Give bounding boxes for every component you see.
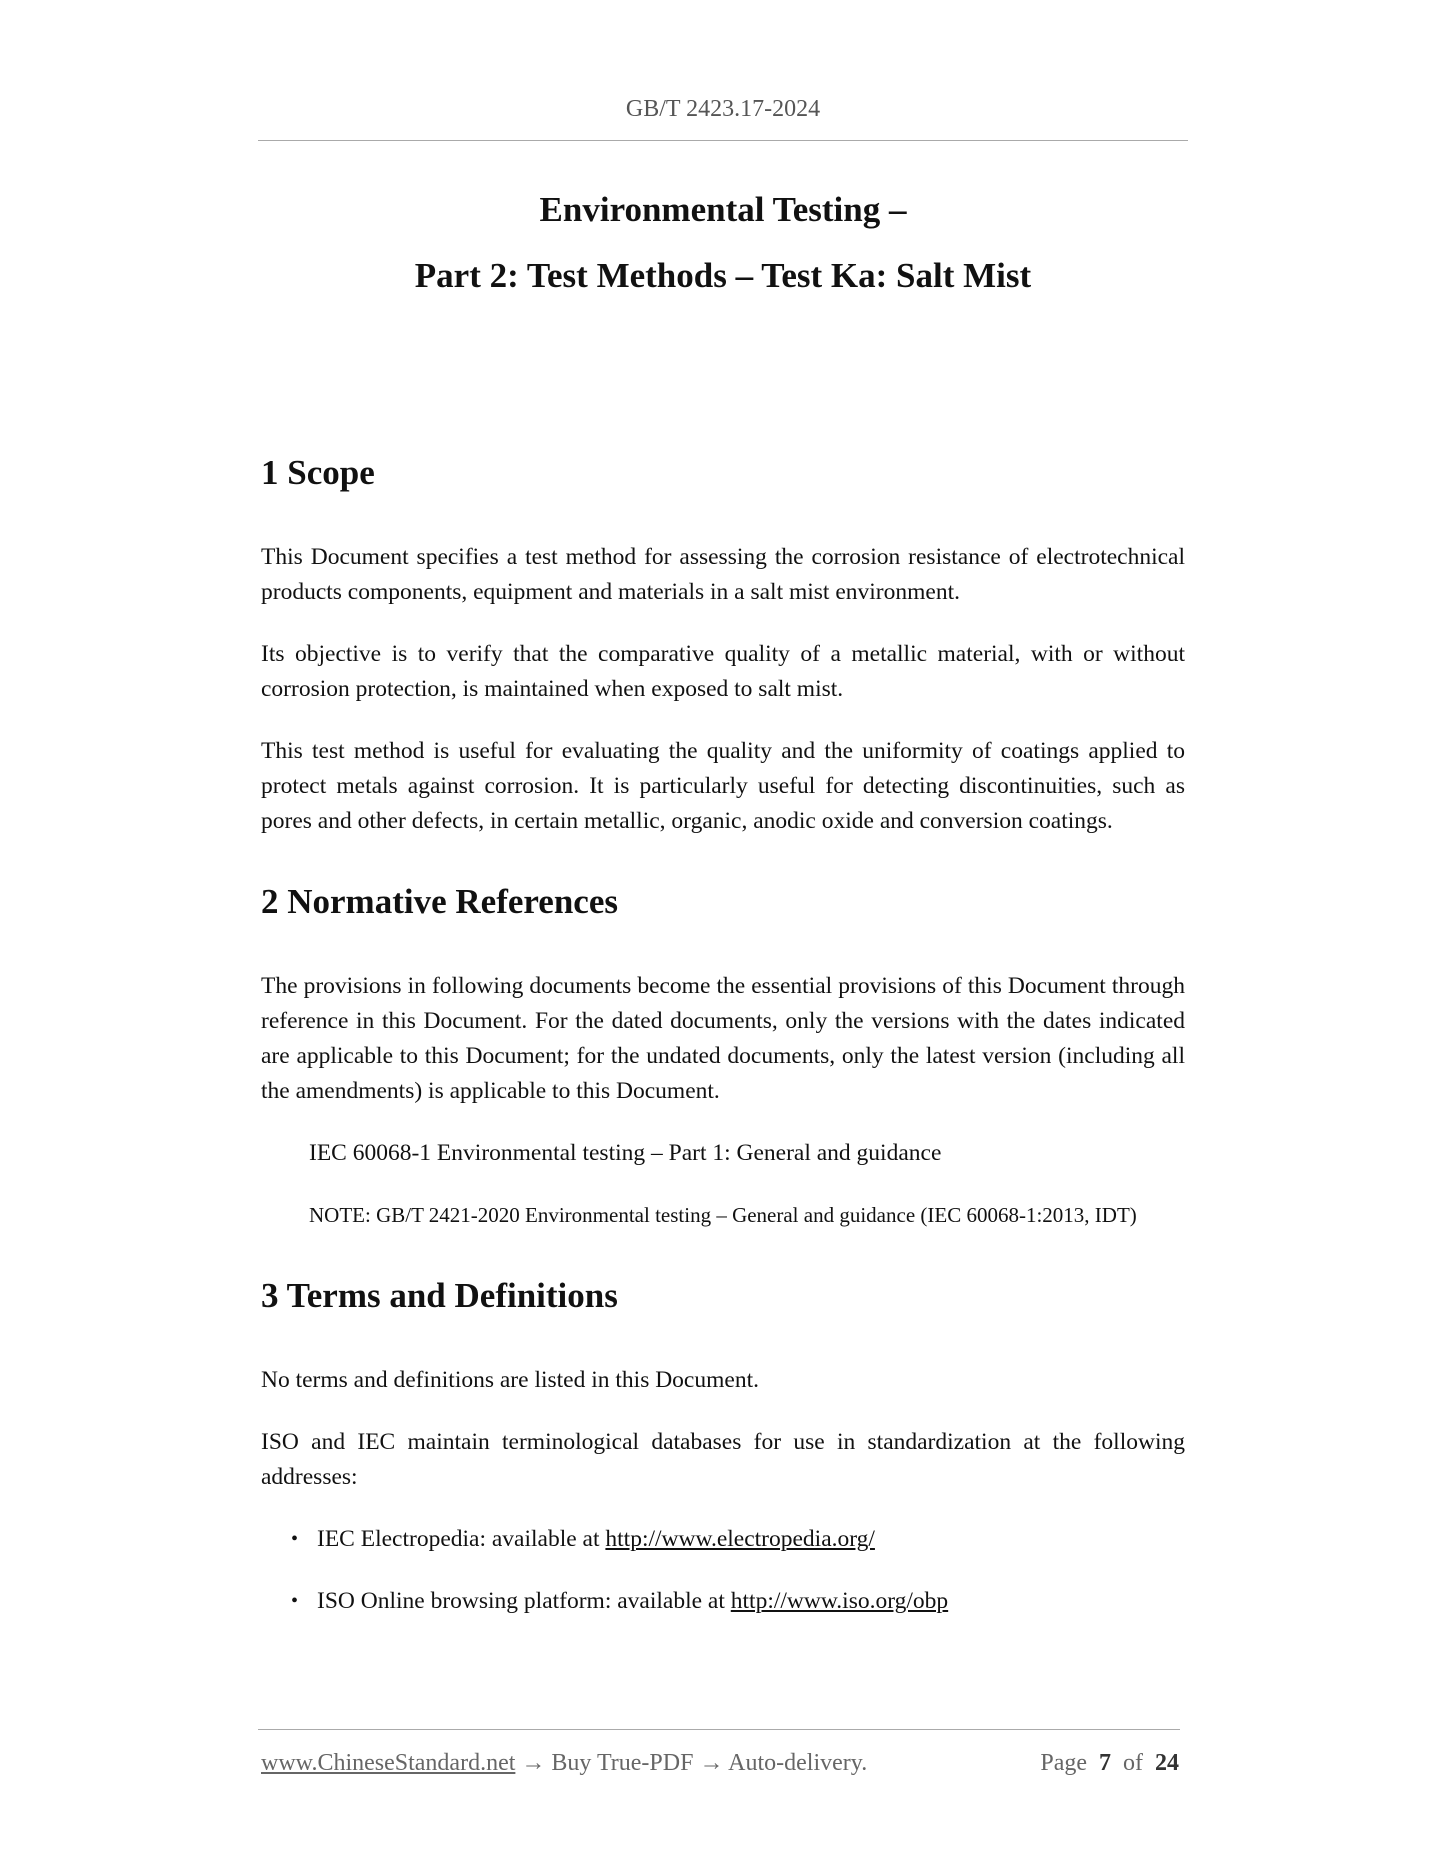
title-line-1: Environmental Testing – [539, 190, 907, 229]
bullet-icon: • [291, 1590, 299, 1612]
section-heading-scope: 1 Scope [261, 453, 375, 492]
title-line-2: Part 2: Test Methods – Test Ka: Salt Mist [414, 256, 1032, 295]
bullet-icon: • [291, 1528, 299, 1550]
electropedia-link[interactable]: http://www.electropedia.org/ [605, 1526, 875, 1552]
document-body [261, 452, 1185, 1619]
running-header: GB/T 2423.17-2024 [625, 96, 821, 122]
section-heading-normative-references: 2 Normative References [261, 882, 618, 921]
section-scope [261, 452, 1185, 839]
list-item [261, 1584, 1185, 1619]
iso-obp-link[interactable]: http://www.iso.org/obp [730, 1588, 949, 1614]
total-pages: 24 [1155, 1750, 1179, 1776]
list-item-text: IEC Electropedia: available at [317, 1526, 606, 1552]
footer-divider [258, 1729, 1180, 1730]
auto-delivery-text: Auto-delivery. [728, 1750, 868, 1776]
normative-reference-item: IEC 60068-1 Environmental testing – Part 1: General and guidance [309, 1140, 942, 1166]
footer-promo [261, 1750, 867, 1777]
site-link[interactable]: www.ChineseStandard.net [261, 1750, 516, 1776]
normative-note: NOTE: GB/T 2421-2020 Environmental testing – General and guidance (IEC 60068-1:2013, IDT) [309, 1203, 1137, 1227]
section-terms-definitions [261, 1275, 1185, 1619]
section-heading-terms-definitions: 3 Terms and Definitions [261, 1276, 618, 1315]
current-page: 7 [1099, 1750, 1111, 1776]
page-number [1040, 1750, 1179, 1777]
list-item [261, 1522, 1185, 1557]
terms-paragraph-2: ISO and IEC maintain terminological databases for use in standardization at the following addresses: [261, 1429, 1185, 1490]
document-title [258, 190, 1188, 296]
of-label: of [1123, 1750, 1143, 1776]
header-divider [258, 140, 1188, 141]
section-normative-references [261, 881, 1185, 1233]
scope-paragraph-2: Its objective is to verify that the comparative quality of a metallic material, with or without corrosion protection, is maintained when exposed to salt mist. [261, 641, 1185, 702]
page-label: Page [1040, 1750, 1087, 1776]
scope-paragraph-1: This Document specifies a test method for assessing the corrosion resistance of electrotechnical products components, equipment and materials in a salt mist environment. [261, 544, 1185, 605]
terminology-databases-list [261, 1522, 1185, 1619]
normative-paragraph: The provisions in following documents become the essential provisions of this Document through reference in this Document. For the dated documents, only the versions with the dates indicated are applicable to this Document; for the undated documents, only the latest version (including all the amendments) is applicable to this Document. [261, 973, 1185, 1104]
buy-pdf-text: Buy True-PDF [551, 1750, 694, 1776]
scope-paragraph-3: This test method is useful for evaluating the quality and the uniformity of coatings applied to protect metals against corrosion. It is particularly useful for detecting discontinuities, such as pores and other defects, in certain metallic, organic, anodic oxide and conversion coatings. [261, 738, 1185, 834]
arrow-right-icon: → [521, 1750, 546, 1776]
terms-paragraph-1: No terms and definitions are listed in this Document. [261, 1367, 759, 1393]
arrow-right-icon: → [699, 1750, 724, 1776]
list-item-text: ISO Online browsing platform: available at [317, 1588, 731, 1614]
